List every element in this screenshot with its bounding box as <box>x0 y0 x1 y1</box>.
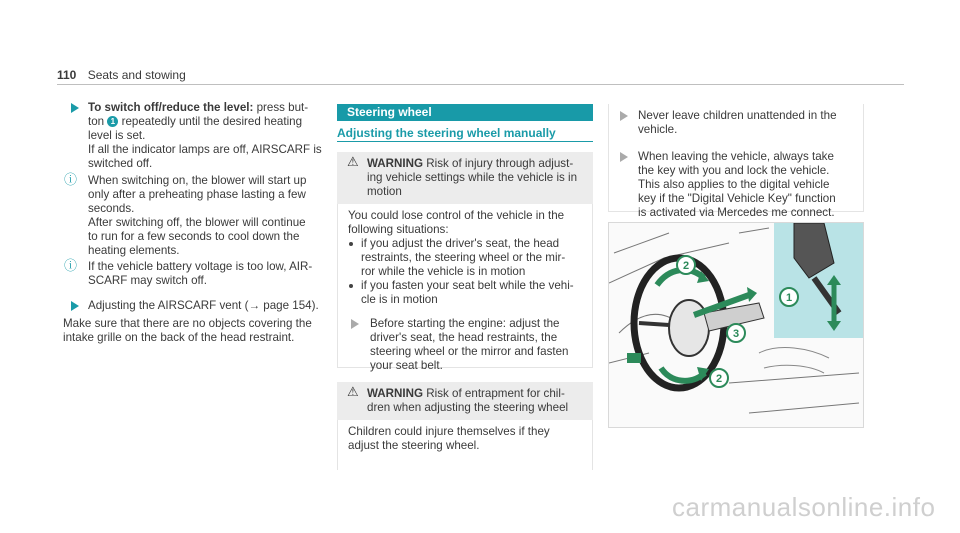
page-header <box>57 68 186 82</box>
bullet-line: if you adjust the driver's seat, the head <box>361 237 560 250</box>
step-line: driver's seat, the head restraints, the <box>370 331 558 344</box>
step-text: switched off. <box>88 157 153 170</box>
bullet-line: cle is in motion <box>361 293 438 306</box>
warning-triangle-icon: ⚠ <box>347 154 359 169</box>
subsection-title: Adjusting the steering wheel manually <box>337 126 556 140</box>
page-number: 110 <box>57 68 77 82</box>
warning-head-line: dren when adjusting the steering wheel <box>367 401 569 414</box>
watermark: carmanualsonline.info <box>672 492 936 522</box>
warning-label: WARNING <box>367 157 424 170</box>
step-text: repeatedly until the desired heating <box>121 115 303 128</box>
step-line: steering wheel or the mirror and fasten <box>370 345 569 358</box>
warning-bullet <box>348 237 586 279</box>
warning-body <box>337 204 593 372</box>
subsection-rule <box>337 141 593 142</box>
warning-body-line: Children could injure themselves if they <box>348 425 550 438</box>
warning-head-line: motion <box>367 185 402 198</box>
step-line: the key with you and lock the vehicle. <box>638 164 830 177</box>
bullet-line: ror while the vehicle is in motion <box>361 265 526 278</box>
warning-step <box>348 317 586 373</box>
warning-head-line: ing vehicle settings while the vehicle is in <box>367 171 578 184</box>
bullet-dot <box>349 242 353 246</box>
info-icon: ⓘ <box>64 172 78 187</box>
step-children <box>609 104 863 137</box>
steering-wheel-illustration <box>608 222 864 428</box>
step-line: Never leave children unattended in the <box>638 109 837 122</box>
step-text: If all the indicator lamps are off, AIRSCARF is <box>88 143 322 156</box>
info-line: heating elements. <box>88 244 180 257</box>
steering-wheel-hub <box>669 300 709 356</box>
info-note-1 <box>66 174 326 258</box>
info-line: When switching on, the blower will start up <box>88 174 307 187</box>
step-line: This also applies to the digital vehicle <box>638 178 830 191</box>
warning-header <box>337 382 593 420</box>
step-arrow-icon <box>620 152 628 162</box>
note-line: intake grille on the back of the head restraint. <box>63 331 295 344</box>
callout-2-top <box>677 256 695 274</box>
bullet-dot <box>349 284 353 288</box>
right-steps-box <box>608 104 864 219</box>
info-line: SCARF may switch off. <box>88 274 207 287</box>
info-note-2 <box>66 260 326 288</box>
step-leaving <box>609 137 863 220</box>
step-arrow-icon <box>351 319 359 329</box>
step-text: press but- <box>253 101 309 114</box>
warning-box-entrapment <box>337 382 593 470</box>
header-section: Seats and stowing <box>87 68 186 82</box>
warning-head-line: WARNING Risk of entrapment for chil- <box>367 387 565 400</box>
warning-head-line: WARNING Risk of injury through adjust- <box>367 157 574 170</box>
left-column <box>63 101 326 345</box>
step-adjust-vent-text[interactable]: Adjusting the AIRSCARF vent (→ page 154). <box>88 299 319 312</box>
bullet-line: restraints, the steering wheel or the mir- <box>361 251 566 264</box>
warning-bullet <box>348 279 586 307</box>
step-adjust-vent <box>66 299 326 313</box>
info-icon: ⓘ <box>64 258 78 273</box>
step-line: is activated via Mercedes me connect. <box>638 206 835 219</box>
callout-2-bottom <box>710 369 728 387</box>
warning-body <box>337 420 593 470</box>
step-switch-off <box>66 101 326 171</box>
illustration-svg <box>609 223 863 427</box>
info-line: After switching off, the blower will continue <box>88 216 306 229</box>
section-title: Steering wheel <box>337 104 593 121</box>
bullet-line: if you fasten your seat belt while the vehi- <box>361 279 574 292</box>
step-line: your seat belt. <box>370 359 443 372</box>
info-line: to run for a few seconds to cool down the <box>88 230 300 243</box>
warning-body-line: adjust the steering wheel. <box>348 439 480 452</box>
callout-1 <box>780 288 798 306</box>
step-line: Before starting the engine: adjust the <box>370 317 560 330</box>
step-line: vehicle. <box>638 123 678 136</box>
info-line: If the vehicle battery voltage is too low, AIR- <box>88 260 313 273</box>
svg-text:1: 1 <box>785 292 793 304</box>
warning-body-line: You could lose control of the vehicle in the <box>348 209 565 222</box>
step-line: key if the "Digital Vehicle Key" function <box>638 192 836 205</box>
step-arrow-icon <box>71 103 79 113</box>
header-rule <box>57 84 904 85</box>
step-text: ton <box>88 115 105 128</box>
svg-text:2: 2 <box>682 260 690 272</box>
svg-text:3: 3 <box>732 328 740 340</box>
warning-triangle-icon: ⚠ <box>347 384 359 399</box>
step-arrow-icon <box>620 111 628 121</box>
warning-label: WARNING <box>367 387 424 400</box>
step-switch-off-line-1 <box>88 101 326 115</box>
step-text: level is set. <box>88 129 146 142</box>
warning-header <box>337 152 593 204</box>
svg-text:2: 2 <box>715 373 723 385</box>
info-line: only after a preheating phase lasting a few <box>88 188 306 201</box>
callout-3 <box>727 324 745 342</box>
step-line: When leaving the vehicle, always take <box>638 150 834 163</box>
warning-box-injury <box>337 152 593 372</box>
warning-body-line: following situations: <box>348 223 449 236</box>
step-switch-off-bold: To switch off/reduce the level: <box>88 101 254 114</box>
note-line: Make sure that there are no objects covering the <box>63 317 312 330</box>
callout-badge-1: 1 <box>107 116 118 127</box>
step-arrow-icon <box>71 301 79 311</box>
step-switch-off-line-2 <box>88 115 326 129</box>
intake-note <box>63 317 326 345</box>
info-line: seconds. <box>88 202 135 215</box>
